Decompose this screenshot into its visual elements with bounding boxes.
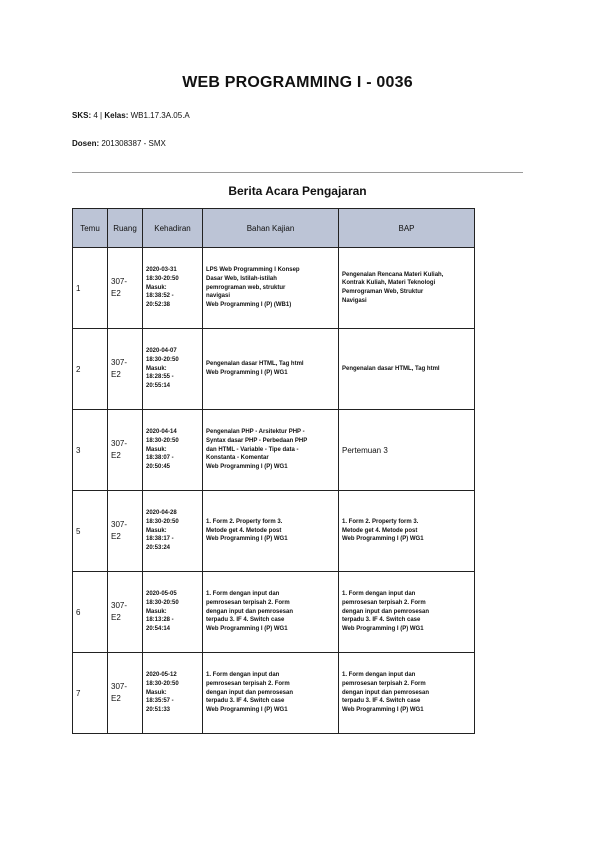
bap-line: Metode get 4. Metode post — [342, 527, 418, 534]
kehadiran-line: 2020-05-05 — [146, 591, 177, 598]
ruang-line: 307- — [111, 277, 128, 287]
bahan-line: Web Programming I (P) WG1 — [206, 536, 288, 543]
table-row — [73, 329, 475, 410]
table-row — [73, 572, 475, 653]
cell-ruang — [108, 410, 143, 491]
kehadiran-line: Masuk: — [146, 608, 167, 615]
bahan-line: 1. Form dengan input dan — [206, 591, 280, 598]
kelas-label: Kelas: — [104, 111, 129, 120]
kehadiran-line: 18:30-20:50 — [146, 437, 179, 444]
bahan-line: Metode get 4. Metode post — [206, 527, 282, 534]
header-temu: Temu — [73, 209, 108, 248]
table-row — [73, 410, 475, 491]
cell-kehadiran — [143, 410, 203, 491]
cell-bap — [339, 329, 475, 410]
kehadiran-line: 20:51:33 — [146, 707, 171, 714]
ruang-line: E2 — [111, 613, 121, 622]
ruang-line: 307- — [111, 520, 128, 530]
bap-line: terpadu 3. IF 4. Switch case — [342, 617, 421, 624]
bap-line: Web Programming I (P) WG1 — [342, 536, 424, 543]
bap-line: pemrosesan terpisah 2. Form — [342, 599, 426, 606]
bahan-line: dengan input dan pemrosesan — [206, 689, 294, 696]
bahan-line: Web Programming I (P) (WB1) — [206, 302, 292, 309]
bahan-line: 1. Form dengan input dan — [206, 672, 280, 679]
cell-bahan-kajian — [203, 491, 339, 572]
kehadiran-line: 18:13:28 - — [146, 617, 174, 624]
bap-line: dengan input dan pemrosesan — [342, 689, 430, 696]
divider — [72, 172, 523, 173]
bap-line: 1. Form dengan input dan — [342, 591, 416, 598]
bahan-line: dengan input dan pemrosesan — [206, 608, 294, 615]
bap-line: Web Programming I (P) WG1 — [342, 626, 424, 633]
kehadiran-line: 2020-05-12 — [146, 672, 177, 679]
sks-kelas-line — [72, 111, 190, 120]
table-row — [73, 653, 475, 734]
table-row — [73, 491, 475, 572]
bap-line: Pemrograman Web, Struktur — [342, 289, 424, 295]
bahan-line: Web Programming I (P) WG1 — [206, 707, 288, 714]
cell-kehadiran — [143, 329, 203, 410]
bahan-line: Web Programming I (P) WG1 — [206, 464, 288, 471]
cell-bap — [339, 653, 475, 734]
ruang-line: E2 — [111, 694, 121, 703]
kelas-value: WB1.17.3A.05.A — [130, 111, 190, 120]
section-title: Berita Acara Pengajaran — [228, 184, 367, 198]
cell-temu: 2 — [73, 329, 108, 410]
cell-bap — [339, 491, 475, 572]
kehadiran-line: 18:30-20:50 — [146, 599, 179, 606]
kehadiran-line: Masuk: — [146, 446, 167, 453]
cell-kehadiran — [143, 572, 203, 653]
cell-kehadiran — [143, 248, 203, 329]
cell-bahan-kajian — [203, 653, 339, 734]
ruang-line: E2 — [111, 289, 121, 298]
kehadiran-line: 18:38:17 - — [146, 536, 174, 543]
ruang-line: E2 — [111, 532, 121, 541]
kehadiran-line: 18:30-20:50 — [146, 518, 179, 525]
kehadiran-line: 18:38:07 - — [146, 455, 174, 462]
bap-line: pemrosesan terpisah 2. Form — [342, 680, 426, 687]
kehadiran-line: Masuk: — [146, 284, 167, 291]
kehadiran-line: 2020-04-14 — [146, 429, 177, 436]
header-bahan-kajian: Bahan Kajian — [203, 209, 339, 248]
dosen-value: 201308387 - SMX — [101, 139, 166, 148]
bahan-line: 1. Form 2. Property form 3. — [206, 518, 283, 525]
header-ruang: Ruang — [108, 209, 143, 248]
kehadiran-line: 18:30-20:50 — [146, 680, 179, 687]
sks-value: 4 — [93, 111, 98, 120]
cell-bap — [339, 572, 475, 653]
cell-ruang — [108, 248, 143, 329]
kehadiran-line: Masuk: — [146, 527, 167, 534]
ruang-line: E2 — [111, 451, 121, 460]
table-row — [73, 248, 475, 329]
ruang-line: 307- — [111, 358, 128, 368]
meta-separator: | — [100, 111, 103, 120]
bahan-line: Web Programming I (P) WG1 — [206, 626, 288, 633]
kehadiran-line: 20:50:45 — [146, 464, 171, 471]
cell-bap — [339, 410, 475, 491]
kehadiran-line: 20:54:14 — [146, 626, 171, 633]
sks-label: SKS: — [72, 111, 92, 120]
page-title: WEB PROGRAMMING I - 0036 — [182, 74, 413, 91]
cell-bahan-kajian — [203, 410, 339, 491]
bap-line: dengan input dan pemrosesan — [342, 608, 430, 615]
cell-ruang — [108, 572, 143, 653]
header-bap: BAP — [339, 209, 475, 248]
bahan-line: Pengenalan dasar HTML, Tag html — [206, 361, 304, 368]
cell-kehadiran — [143, 653, 203, 734]
cell-bahan-kajian — [203, 329, 339, 410]
kehadiran-line: 20:53:24 — [146, 545, 171, 552]
bahan-line: dan HTML - Variable - Tipe data - — [206, 446, 299, 453]
ruang-line: 307- — [111, 601, 128, 611]
kehadiran-line: 2020-04-07 — [146, 348, 177, 355]
bahan-line: navigasi — [206, 293, 231, 300]
bahan-line: Pengenalan PHP - Arsitektur PHP - — [206, 429, 305, 436]
bap-line: Kontrak Kuliah, Materi Teknologi — [342, 280, 436, 287]
cell-temu: 6 — [73, 572, 108, 653]
kehadiran-line: 18:28:55 - — [146, 374, 174, 381]
bap-line: Pengenalan dasar HTML, Tag html — [342, 365, 440, 372]
cell-kehadiran — [143, 491, 203, 572]
bap-line: 1. Form 2. Property form 3. — [342, 518, 419, 525]
table-header-row — [73, 209, 475, 248]
kehadiran-line: 18:38:52 - — [146, 293, 174, 300]
kehadiran-line: 18:30-20:50 — [146, 356, 179, 363]
cell-ruang — [108, 329, 143, 410]
kehadiran-line: 2020-04-28 — [146, 510, 177, 517]
header-kehadiran: Kehadiran — [143, 209, 203, 248]
dosen-line — [72, 139, 166, 148]
bap-line: Pengenalan Rencana Materi Kuliah, — [342, 271, 444, 278]
bahan-line: pemrosesan terpisah 2. Form — [206, 599, 290, 606]
bahan-line: terpadu 3. IF 4. Switch case — [206, 617, 285, 624]
ruang-line: 307- — [111, 439, 128, 449]
bahan-line: Web Programming I (P) WG1 — [206, 370, 288, 376]
cell-ruang — [108, 653, 143, 734]
kehadiran-line: 20:55:14 — [146, 383, 171, 390]
bap-line: Navigasi — [342, 297, 367, 304]
cell-temu: 5 — [73, 491, 108, 572]
kehadiran-line: 18:30-20:50 — [146, 275, 179, 282]
kehadiran-line: 18:35:57 - — [146, 698, 174, 705]
bap-line: Web Programming I (P) WG1 — [342, 707, 424, 714]
bap-line: 1. Form dengan input dan — [342, 672, 416, 679]
cell-ruang — [108, 491, 143, 572]
cell-temu: 1 — [73, 248, 108, 329]
kehadiran-line: Masuk: — [146, 689, 167, 696]
bap-table — [72, 208, 475, 734]
bahan-line: LPS Web Programming I Konsep — [206, 267, 300, 274]
bap-line: terpadu 3. IF 4. Switch case — [342, 698, 421, 705]
cell-temu: 3 — [73, 410, 108, 491]
bap-line: Pertemuan 3 — [342, 445, 388, 455]
cell-bap — [339, 248, 475, 329]
bahan-line: Konstanta - Komentar — [206, 455, 269, 462]
bahan-line: Syntax dasar PHP - Perbedaan PHP — [206, 437, 308, 444]
kehadiran-line: 2020-03-31 — [146, 267, 177, 274]
cell-bahan-kajian — [203, 248, 339, 329]
bahan-line: pemrosesan terpisah 2. Form — [206, 680, 290, 687]
kehadiran-line: 20:52:38 — [146, 302, 171, 309]
ruang-line: 307- — [111, 682, 128, 692]
bahan-line: pemrograman web, struktur — [206, 284, 286, 291]
cell-bahan-kajian — [203, 572, 339, 653]
kehadiran-line: Masuk: — [146, 365, 167, 372]
cell-temu: 7 — [73, 653, 108, 734]
ruang-line: E2 — [111, 370, 121, 379]
bahan-line: terpadu 3. IF 4. Switch case — [206, 698, 285, 705]
dosen-label: Dosen: — [72, 139, 100, 148]
bahan-line: Dasar Web, Istilah-istilah — [206, 275, 277, 282]
